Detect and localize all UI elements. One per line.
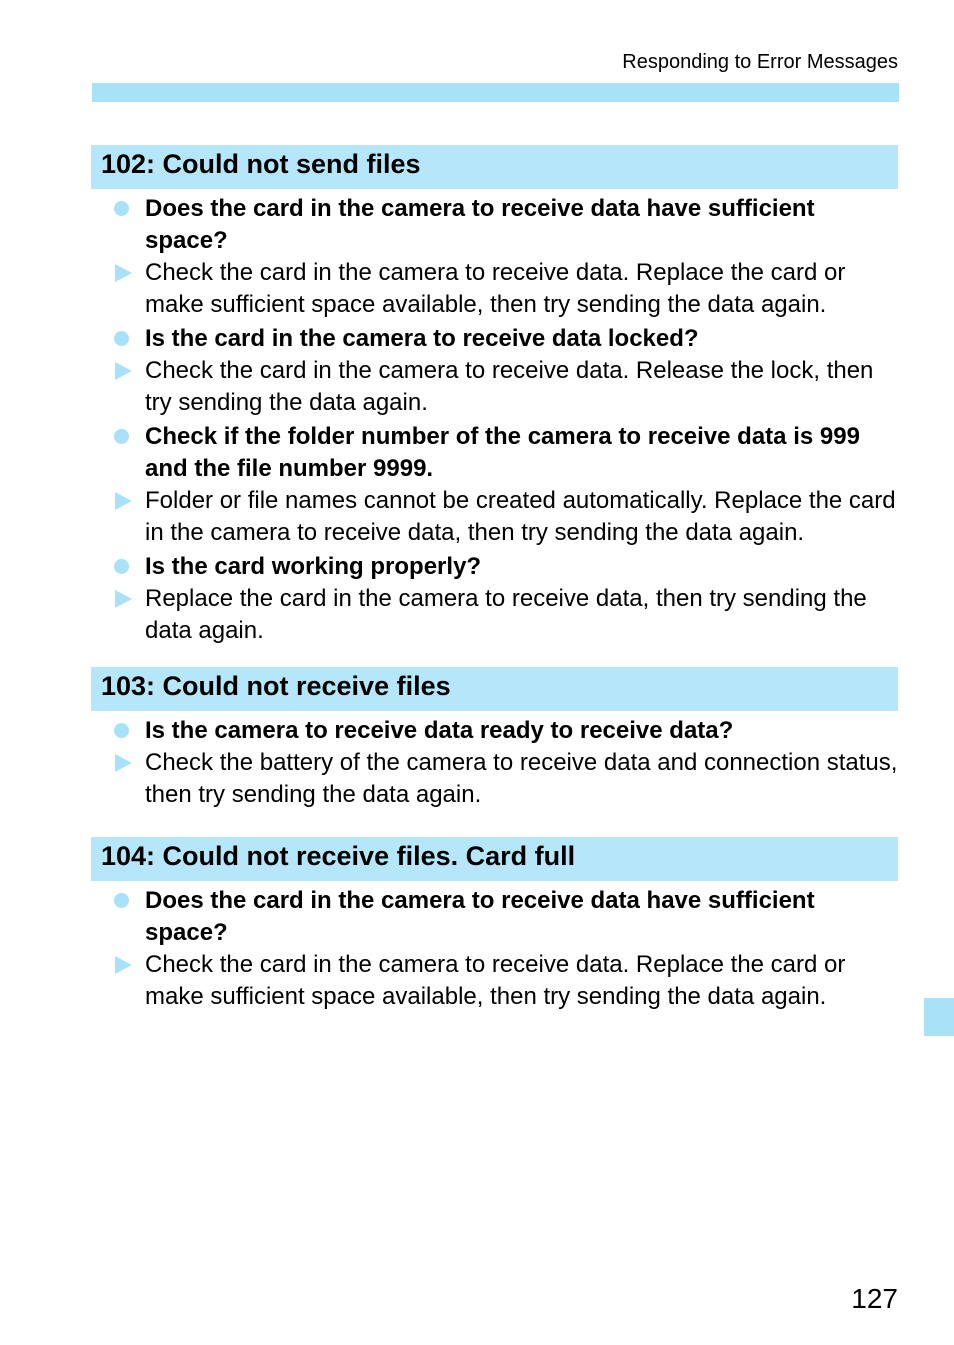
bullet-icon: [114, 723, 129, 738]
arrow-icon: [115, 264, 132, 282]
question-text: Does the card in the camera to receive data have sufficient space?: [145, 887, 815, 946]
answer-text: Folder or file names cannot be created automatically. Replace the card in the camera to receive data, then try sending the data again.: [145, 487, 896, 546]
arrow-icon: [115, 362, 132, 380]
arrow-icon: [115, 754, 132, 772]
answer-item: [145, 747, 898, 811]
section-heading: 103: Could not receive files: [91, 667, 898, 711]
answer-text: Check the card in the camera to receive data. Release the lock, then try sending the data again.: [145, 357, 874, 416]
section-heading: 104: Could not receive files. Card full: [91, 837, 898, 881]
running-header: Responding to Error Messages: [622, 51, 898, 73]
section-error-102: [91, 145, 898, 647]
bullet-icon: [114, 893, 129, 908]
question-text: Does the card in the camera to receive data have sufficient space?: [145, 195, 815, 254]
header-rule: [92, 83, 899, 102]
question-item: [145, 421, 898, 485]
answer-item: [145, 949, 898, 1013]
answer-item: [145, 485, 898, 549]
page-number: 127: [851, 1283, 898, 1314]
bullet-icon: [114, 429, 129, 444]
answer-item: [145, 583, 898, 647]
answer-text: Check the battery of the camera to receive data and connection status, then try sending the data again.: [145, 749, 898, 808]
answer-text: Check the card in the camera to receive data. Replace the card or make sufficient space available, then try sending the data again.: [145, 951, 846, 1010]
question-item: [145, 551, 898, 583]
answer-item: [145, 257, 898, 321]
arrow-icon: [115, 492, 132, 510]
question-item: [145, 715, 898, 747]
question-text: Is the card working properly?: [145, 553, 482, 580]
question-item: [145, 193, 898, 257]
answer-item: [145, 355, 898, 419]
question-item: [145, 885, 898, 949]
section-error-104: [91, 837, 898, 1013]
item-list: [91, 715, 898, 811]
question-text: Is the card in the camera to receive data locked?: [145, 325, 699, 352]
answer-text: Replace the card in the camera to receive data, then try sending the data again.: [145, 585, 867, 644]
question-item: [145, 323, 898, 355]
bullet-icon: [114, 201, 129, 216]
section-heading: 102: Could not send files: [91, 145, 898, 189]
arrow-icon: [115, 956, 132, 974]
item-list: [91, 885, 898, 1013]
bullet-icon: [114, 331, 129, 346]
arrow-icon: [115, 590, 132, 608]
question-text: Is the camera to receive data ready to receive data?: [145, 717, 734, 744]
chapter-tab: [924, 998, 954, 1036]
item-list: [91, 193, 898, 647]
section-error-103: [91, 667, 898, 811]
bullet-icon: [114, 559, 129, 574]
answer-text: Check the card in the camera to receive data. Replace the card or make sufficient space available, then try sending the data again.: [145, 259, 846, 318]
question-text: Check if the folder number of the camera to receive data is 999 and the file number 9999.: [145, 423, 860, 482]
